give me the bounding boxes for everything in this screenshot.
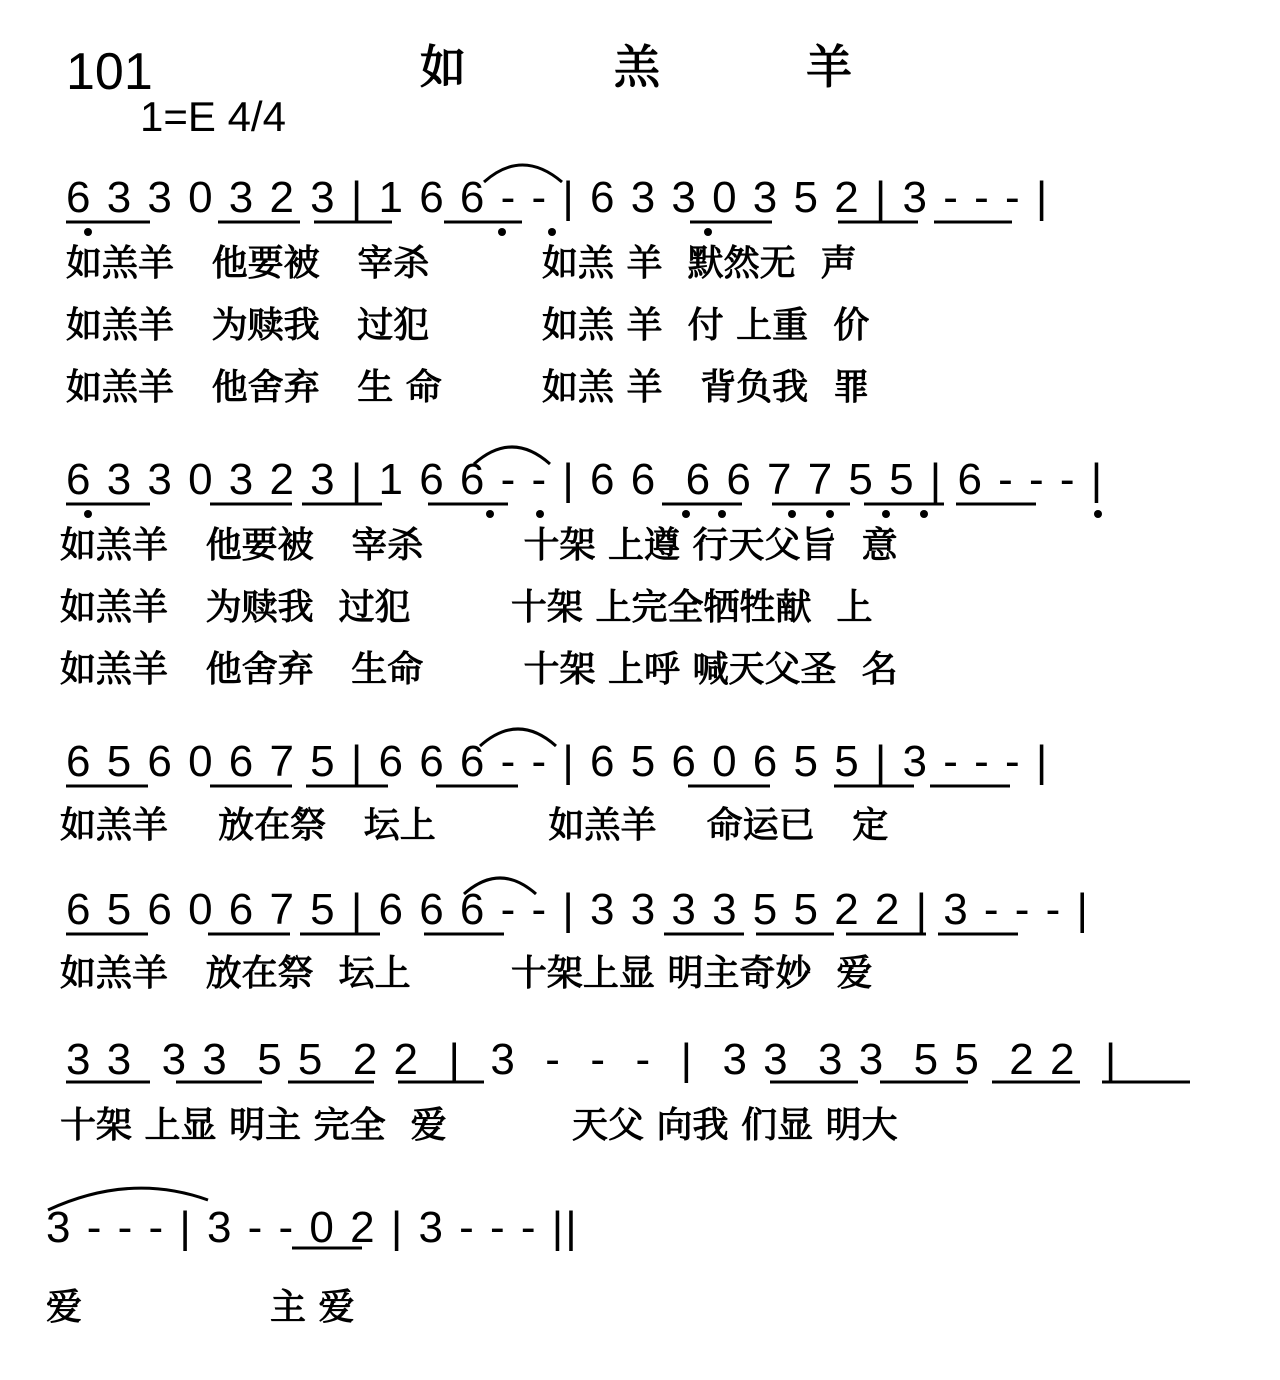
lyrics-line-1-verse-1: 如羔羊 他要被 宰杀 如羔 羊 默然无 声 — [66, 243, 857, 284]
notes-line-1: 6 3 3 0 3 2 3 | 1 6 6 - - | 6 3 3 0 3 5 2 | 3 - - - | — [66, 173, 1050, 222]
lyrics-line-5-verse-1: 十架 上显 明主 完全 爱 天父 向我 们显 明大 — [60, 1105, 898, 1146]
notes-line-3: 6 5 6 0 6 7 5 | 6 6 6 - - | 6 5 6 0 6 5 5 | 3 - - - | — [66, 737, 1050, 786]
notes-line-2: 6 3 3 0 3 2 3 | 1 6 6 - - | 6 6 6 6 7 7 5 5 | 6 - - - | — [66, 455, 1105, 504]
title-char-3: 羊 — [806, 40, 852, 94]
lyrics-line-4-verse-1: 如羔羊 放在祭 坛上 十架上显 明主奇妙 爱 — [60, 953, 873, 994]
notes-line-4: 6 5 6 0 6 7 5 | 6 6 6 - - | 3 3 3 3 5 5 2 2 | 3 - - - | — [66, 885, 1090, 934]
notes-line-6: 3 - - - | 3 - - 0 2 | 3 - - - || — [46, 1203, 579, 1252]
lyrics-line-2-verse-3: 如羔羊 他舍弃 生命 十架 上呼 喊天父圣 名 — [60, 649, 898, 690]
hymn-number: 101 — [66, 43, 153, 101]
lyrics-line-1-verse-2: 如羔羊 为赎我 过犯 如羔 羊 付 上重 价 — [66, 305, 870, 346]
lyrics-line-2-verse-1: 如羔羊 他要被 宰杀 十架 上遵 行天父旨 意 — [60, 525, 898, 566]
key-signature: 1=E 4/4 — [140, 93, 286, 140]
title-char-2: 羔 — [614, 40, 660, 94]
lyrics-line-3-verse-1: 如羔羊 放在祭 坛上 如羔羊 命运已 定 — [60, 805, 889, 846]
title-char-1: 如 — [420, 40, 466, 94]
lyrics-line-1-verse-3: 如羔羊 他舍弃 生 命 如羔 羊 背负我 罪 — [66, 367, 870, 408]
notes-line-5: 3 3 3 3 5 5 2 2 | 3 - - - | 3 3 3 3 5 5 2 2 | — [66, 1035, 1119, 1084]
lyrics-line-2-verse-2: 如羔羊 为赎我 过犯 十架 上完全牺牲献 上 — [60, 587, 873, 628]
lyrics-line-6-verse-1: 爱 主 爱 — [46, 1287, 355, 1328]
